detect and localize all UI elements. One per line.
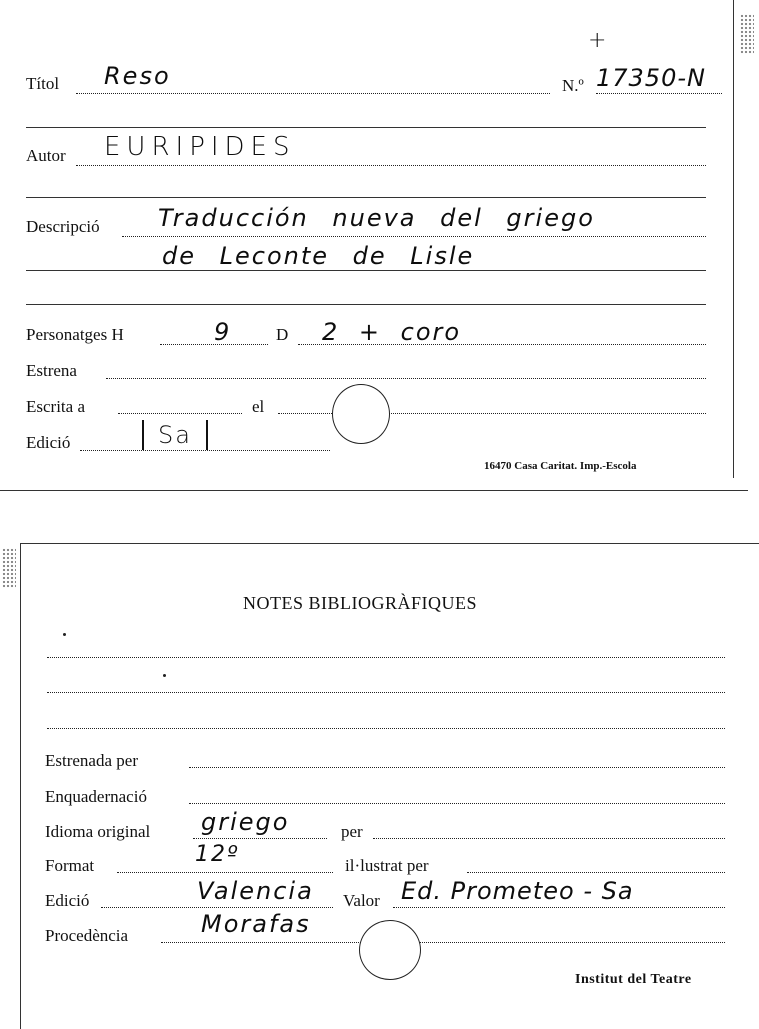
estrenada-line — [189, 767, 725, 768]
h-value: 9 — [214, 318, 232, 346]
printer-imprint: 16470 Casa Caritat. Imp.-Escola — [484, 460, 637, 472]
enquadernacio-label: Enquadernació — [45, 787, 147, 806]
ink-speck — [63, 633, 66, 636]
descripcio-line1: Traducción nueva del griego — [158, 204, 595, 232]
notes-line — [47, 657, 725, 658]
scan-noise — [2, 548, 16, 588]
titol-line — [76, 93, 550, 94]
edicio-label: Edició — [45, 891, 90, 910]
illustrat-label: il·lustrat per — [345, 856, 429, 875]
procedencia-label: Procedència — [45, 926, 129, 945]
format-value: 12º — [195, 842, 240, 867]
idioma-label: Idioma original — [45, 822, 151, 841]
numero-label: N.º — [562, 76, 584, 95]
institution-imprint: Institut del Teatre — [575, 972, 692, 987]
estrenada-label: Estrenada per — [45, 751, 138, 770]
scan-noise — [740, 14, 754, 54]
descripcio-line2-rule — [26, 270, 706, 271]
per-line — [373, 838, 725, 839]
personatges-label: Personatges H — [26, 325, 124, 344]
notes-line — [47, 728, 725, 729]
card-separator — [0, 490, 748, 491]
edicio-line — [101, 907, 333, 908]
format-line — [117, 872, 333, 873]
numero-value: 17350-N — [596, 64, 706, 92]
autor-value: EURIPIDES — [104, 132, 296, 162]
idioma-line — [193, 838, 327, 839]
titol-label: Títol — [26, 74, 60, 93]
blank-line — [26, 304, 706, 305]
estrena-line — [106, 378, 706, 379]
descripcio-line2: de Leconte de Lisle — [162, 242, 475, 270]
punch-hole — [332, 384, 390, 444]
valor-label: Valor — [343, 891, 380, 910]
blank-line — [26, 197, 706, 198]
catalog-card-bottom — [20, 543, 759, 1029]
edicio-value: Valencia — [197, 877, 314, 905]
blank-line — [26, 127, 706, 128]
estrena-label: Estrena — [26, 361, 77, 380]
escrita-line — [118, 413, 242, 414]
valor-line — [393, 907, 725, 908]
ink-speck — [163, 674, 166, 677]
valor-value: Ed. Prometeo - Sa — [401, 877, 634, 905]
notes-line — [47, 692, 725, 693]
titol-value: Reso — [104, 62, 171, 90]
edicio-label: Edició — [26, 433, 71, 452]
autor-label: Autor — [26, 146, 66, 165]
procedencia-line — [161, 942, 725, 943]
d-label: D — [276, 325, 289, 344]
notes-heading: NOTES BIBLIOGRÀFIQUES — [243, 593, 478, 613]
corner-mark: + — [588, 28, 609, 53]
idioma-value: griego — [201, 808, 290, 836]
procedencia-value: Morafas — [201, 910, 311, 938]
punch-hole — [359, 920, 421, 980]
descripcio-line — [122, 236, 706, 237]
autor-line — [76, 165, 706, 166]
escrita-label: Escrita a — [26, 397, 85, 416]
catalog-card-top — [0, 0, 734, 478]
el-label: el — [252, 397, 265, 416]
enquadernacio-line — [189, 803, 725, 804]
edicio-value: Sa — [142, 420, 208, 450]
illustrat-line — [467, 872, 725, 873]
numero-line — [596, 93, 722, 94]
format-label: Format — [45, 856, 95, 875]
per-label: per — [341, 822, 363, 841]
edicio-line — [80, 450, 330, 451]
d-value: 2 + coro — [322, 318, 462, 346]
descripcio-label: Descripció — [26, 217, 100, 236]
